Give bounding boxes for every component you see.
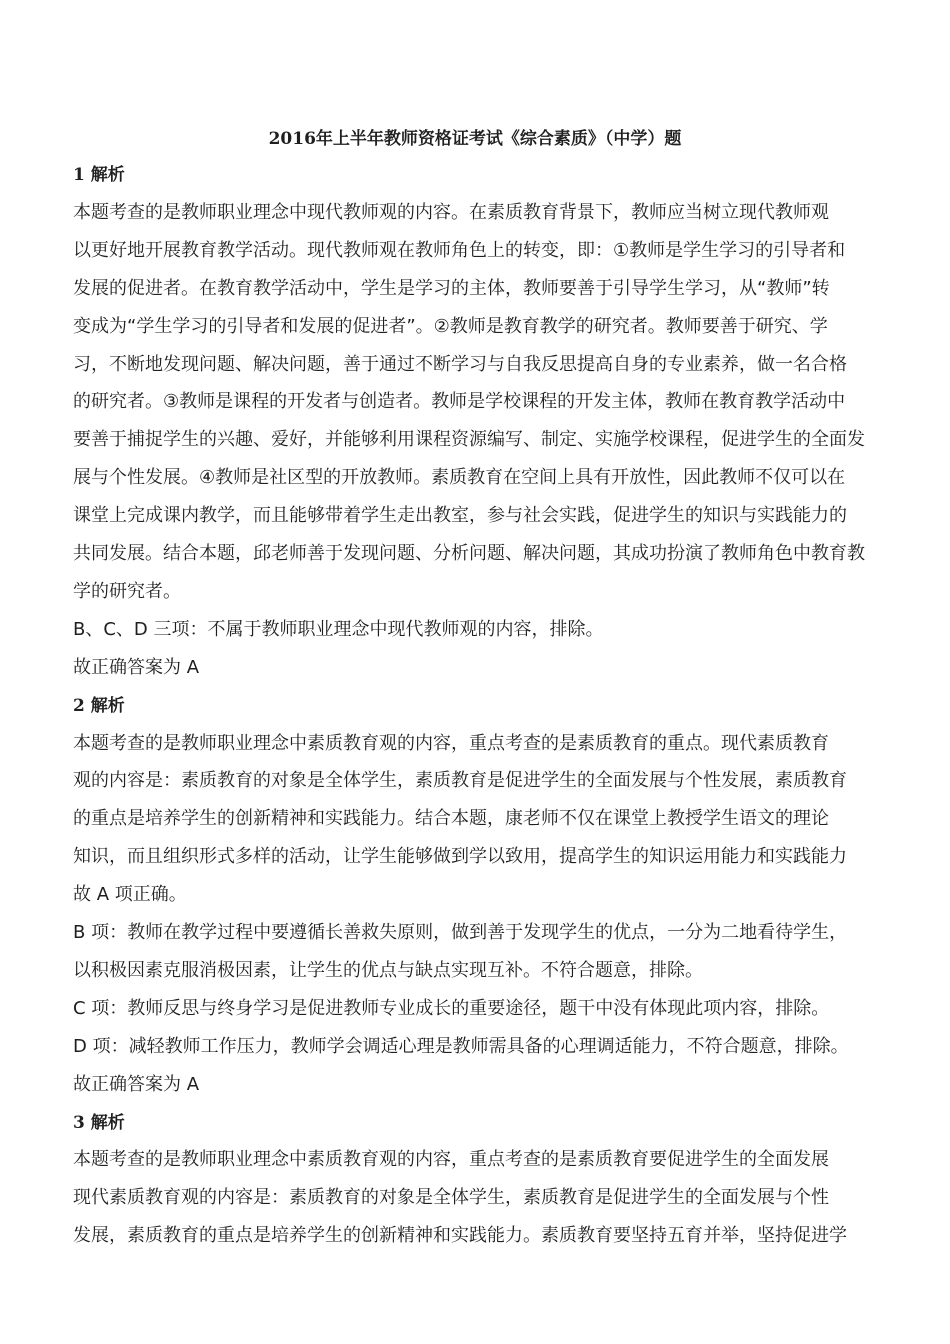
paragraph-line: B、C、D 三项：不属于教师职业理念中现代教师观的内容，排除。 bbox=[73, 619, 604, 640]
section-heading: 1 解析 bbox=[73, 165, 125, 185]
paragraph-line: 以更好地开展教育教学活动。现代教师观在教师角色上的转变，即：①教师是学生学习的引导者和 bbox=[73, 240, 846, 261]
paragraph-line: 的研究者。③教师是课程的开发者与创造者。教师是学校课程的开发主体，教师在教育教学活动中 bbox=[73, 391, 846, 412]
paragraph-line: 知识，而且组织形式多样的活动，让学生能够做到学以致用，提高学生的知识运用能力和实践能力 bbox=[73, 846, 847, 867]
paragraph-line: C 项：教师反思与终身学习是促进教师专业成长的重要途径，题干中没有体现此项内容，排除。 bbox=[73, 998, 830, 1019]
paragraph-line: 观的内容是：素质教育的对象是全体学生，素质教育是促进学生的全面发展与个性发展，素质教育 bbox=[73, 770, 847, 791]
paragraph-line: 要善于捕捉学生的兴趣、爱好，并能够利用课程资源编写、制定、实施学校课程，促进学生的全面发 bbox=[73, 429, 865, 450]
section-heading: 3 解析 bbox=[73, 1113, 125, 1133]
paragraph-line: D 项：减轻教师工作压力，教师学会调适心理是教师需具备的心理调适能力，不符合题意，排除。 bbox=[73, 1036, 849, 1057]
paragraph-line: 以积极因素克服消极因素，让学生的优点与缺点实现互补。不符合题意，排除。 bbox=[73, 960, 703, 981]
section-heading: 2 解析 bbox=[73, 696, 125, 716]
paragraph-line: 本题考查的是教师职业理念中素质教育观的内容，重点考查的是素质教育的重点。现代素质教育 bbox=[73, 733, 829, 754]
paragraph-line: 故正确答案为 A bbox=[73, 1074, 200, 1095]
paragraph-line: 现代素质教育观的内容是：素质教育的对象是全体学生，素质教育是促进学生的全面发展与个性 bbox=[73, 1187, 829, 1208]
paragraph-line: 习，不断地发现问题、解决问题，善于通过不断学习与自我反思提高自身的专业素养，做一名合格 bbox=[73, 354, 847, 375]
paragraph-line: 学的研究者。 bbox=[73, 581, 181, 602]
paragraph-line: 本题考查的是教师职业理念中现代教师观的内容。在素质教育背景下，教师应当树立现代教师观 bbox=[73, 202, 829, 223]
paragraph-line: 故 A 项正确。 bbox=[73, 884, 187, 905]
paragraph-line: 本题考查的是教师职业理念中素质教育观的内容，重点考查的是素质教育要促进学生的全面发展 bbox=[73, 1149, 829, 1170]
paragraph-line: 课堂上完成课内教学，而且能够带着学生走出教室，参与社会实践，促进学生的知识与实践能力的 bbox=[73, 505, 847, 526]
paragraph-line: 发展的促进者。在教育教学活动中，学生是学习的主体，教师要善于引导学生学习，从“教师”转 bbox=[73, 278, 830, 299]
paragraph-line: 的重点是培养学生的创新精神和实践能力。结合本题，康老师不仅在课堂上教授学生语文的理论 bbox=[73, 808, 829, 829]
paragraph-line: 共同发展。结合本题，邱老师善于发现问题、分析问题、解决问题，其成功扮演了教师角色中教育教 bbox=[73, 543, 865, 564]
paragraph-line: 变成为“学生学习的引导者和发展的促进者”。②教师是教育教学的研究者。教师要善于研究、学 bbox=[73, 316, 828, 337]
paragraph-line: B 项：教师在教学过程中要遵循长善救失原则，做到善于发现学生的优点，一分为二地看待学生， bbox=[73, 922, 848, 943]
paragraph-line: 发展，素质教育的重点是培养学生的创新精神和实践能力。素质教育要坚持五育并举，坚持促进学 bbox=[73, 1225, 847, 1246]
page-title: 2016年上半年教师资格证考试《综合素质》（中学）题 bbox=[268, 129, 682, 149]
paragraph-line: 展与个性发展。④教师是社区型的开放教师。素质教育在空间上具有开放性，因此教师不仅可以在 bbox=[73, 467, 846, 488]
paragraph-line: 故正确答案为 A bbox=[73, 657, 200, 678]
